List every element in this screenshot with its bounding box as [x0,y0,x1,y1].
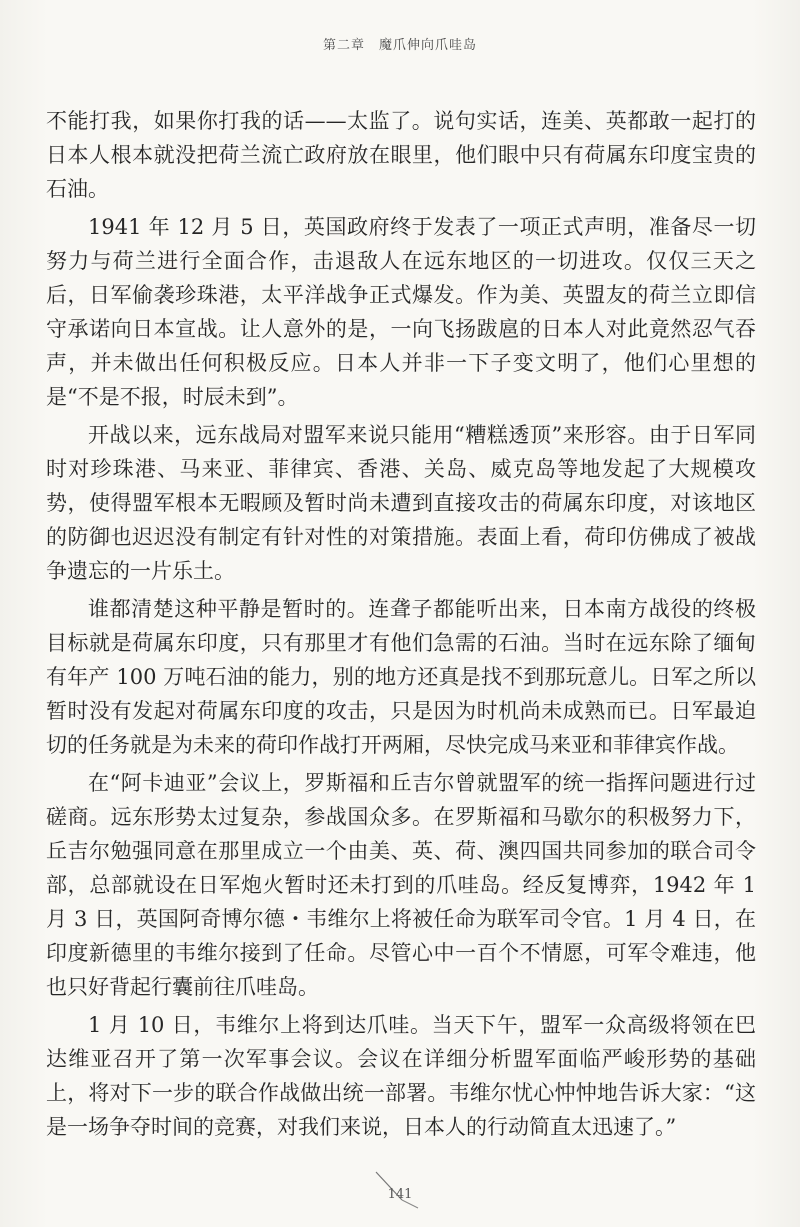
paragraph: 1 月 10 日，韦维尔上将到达爪哇。当天下午，盟军一众高级将领在巴达维亚召开了第一次军事会议。会议在详细分析盟军面临严峻形势的基础上，将对下一步的联合作战做出统一部署。韦维尔忧心忡忡地告诉大家：“这是一场争夺时间的竞赛，对我们来说，日本人的行动简直太迅速了。” [46,1013,756,1139]
page-number: 141 [387,1187,413,1202]
paragraph: 开战以来，远东战局对盟军来说只能用“糟糕透顶”来形容。由于日军同时对珍珠港、马来亚、菲律宾、香港、关岛、威克岛等地发起了大规模攻势，使得盟军根本无暇顾及暂时尚未遭到直接攻击的荷属东印度，对该地区的防御也迟迟没有制定有针对性的对策措施。表面上看，荷印仿佛成了被战争遗忘的一片乐土。 [46,423,756,583]
paragraph: 不能打我，如果你打我的话——太监了。说句实话，连美、英都敢一起打的日本人根本就没把荷兰流亡政府放在眼里，他们眼中只有荷属东印度宝贵的石油。 [46,109,756,201]
paragraph: 谁都清楚这种平静是暂时的。连聋子都能听出来，日本南方战役的终极目标就是荷属东印度，只有那里才有他们急需的石油。当时在远东除了缅甸有年产 100 万吨石油的能力，别的地方还真是找不到那玩意儿。日军之所以暂时没有发起对荷属东印度的攻击，只是因为时机尚未成熟而已。日军最迫切的任务就是为未来的荷印作战打开两厢，尽快完成马来亚和菲律宾作战。 [46,597,756,757]
paragraph: 1941 年 12 月 5 日，英国政府终于发表了一项正式声明，准备尽一切努力与荷兰进行全面合作，击退敌人在远东地区的一切进攻。仅仅三天之后，日军偷袭珍珠港，太平洋战争正式爆发。作为美、英盟友的荷兰立即信守承诺向日本宣战。让人意外的是，一向飞扬跋扈的日本人对此竟然忍气吞声，并未做出任何积极反应。日本人并非一下子变文明了，他们心里想的是“不是不报，时辰未到”。 [46,215,756,409]
paragraph: 在“阿卡迪亚”会议上，罗斯福和丘吉尔曾就盟军的统一指挥问题进行过磋商。远东形势太过复杂，参战国众多。在罗斯福和马歇尔的积极努力下，丘吉尔勉强同意在那里成立一个由美、英、荷、澳四国共同参加的联合司令部，总部就设在日军炮火暂时还未打到的爪哇岛。经反复博弈，1942 年 1 月 3 日，英国阿奇博尔德・韦维尔上将被任命为联军司令官。1 月 4 日，在印度新德里的韦维尔接到了任命。尽管心中一百个不情愿，可军令难违，他也只好背起行囊前往爪哇岛。 [46,771,756,999]
body-text [46,104,756,1148]
running-header: 第二章 魔爪伸向爪哇岛 [322,38,477,53]
